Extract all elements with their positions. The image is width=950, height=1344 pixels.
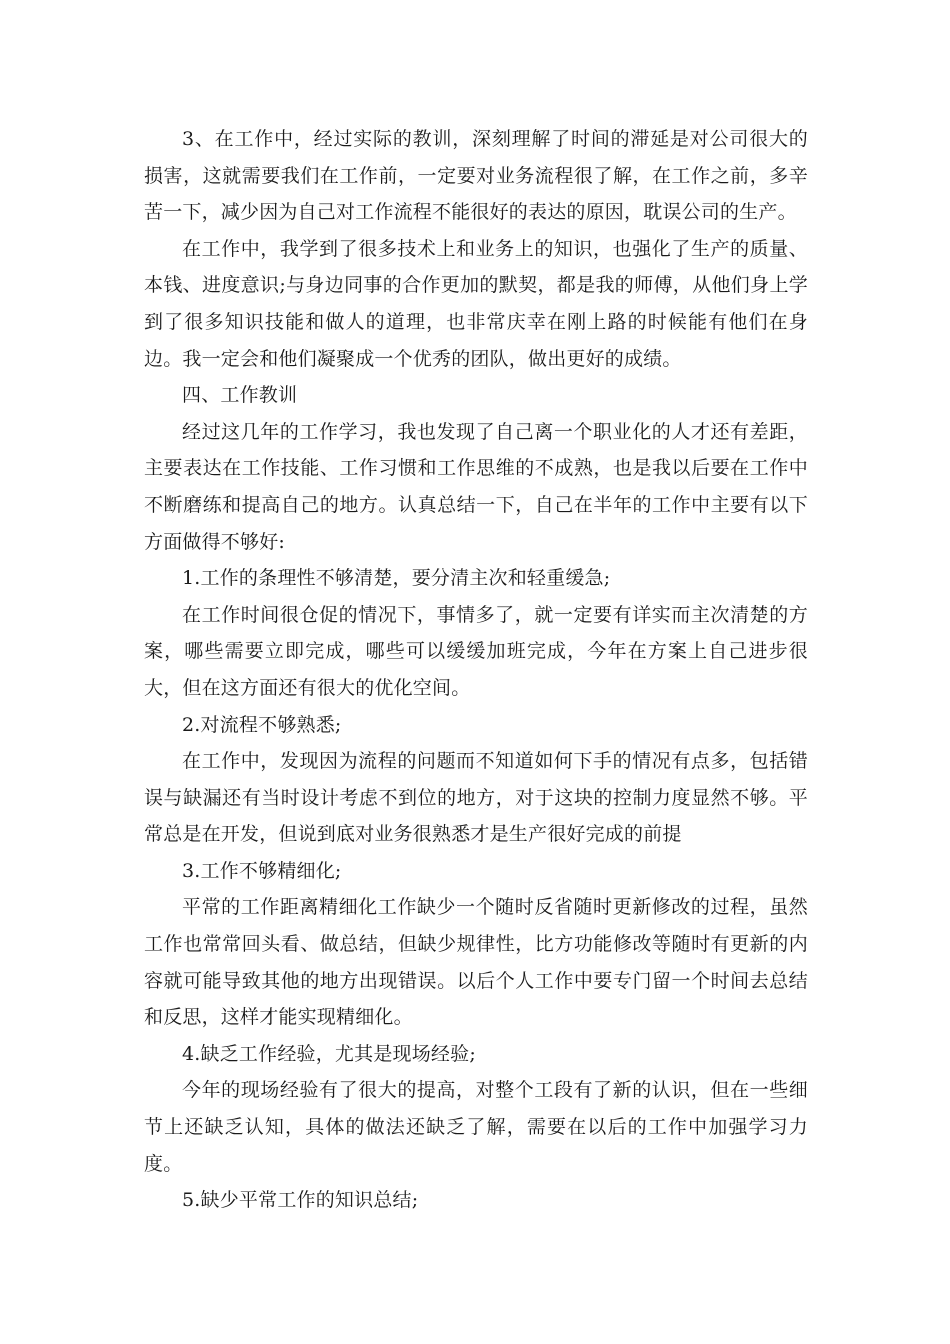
paragraph-work-study-summary: 经过这几年的工作学习，我也发现了自己离一个职业化的人才还有差距，主要表达在工作技能、工作习惯和工作思维的不成熟，也是我以后要在工作中不断磨练和提高自己的地方。认真总结一下，自己在半年的工作中主要有以下方面做得不够好:: [144, 420, 808, 553]
document-body: [144, 121, 808, 1219]
section-heading-work-lessons: 四、工作教训: [182, 384, 298, 407]
list-item-4-body: 今年的现场经验有了很大的提高，对整个工段有了新的认识，但在一些细节上还缺乏认知，具体的做法还缺乏了解，需要在以后的工作中加强学习力度。: [144, 1079, 808, 1175]
paragraph-learned-knowledge: 在工作中，我学到了很多技术上和业务上的知识，也强化了生产的质量、本钱、进度意识;与身边同事的合作更加的默契，都是我的师傅，从他们身上学到了很多知识技能和做人的道理，也非常庆幸在刚上路的时候能有他们在身边。我一定会和他们凝聚成一个优秀的团队，做出更好的成绩。: [144, 237, 808, 370]
list-item-3-heading: 3.工作不够精细化;: [182, 859, 342, 882]
list-item-1-heading: 1.工作的条理性不够清楚，要分清主次和轻重缓急;: [182, 567, 611, 590]
list-item-5-heading: 5.缺少平常工作的知识总结;: [182, 1189, 419, 1212]
paragraph-item-3-lesson: 3、在工作中，经过实际的教训，深刻理解了时间的滞延是对公司很大的损害，这就需要我们在工作前，一定要对业务流程很了解，在工作之前，多辛苦一下，减少因为自己对工作流程不能很好的表达的原因，耽误公司的生产。: [144, 128, 808, 224]
list-item-2-heading: 2.对流程不够熟悉;: [182, 713, 342, 736]
list-item-3-body: 平常的工作距离精细化工作缺少一个随时反省随时更新修改的过程，虽然工作也常常回头看、做总结，但缺少规律性，比方功能修改等随时有更新的内容就可能导致其他的地方出现错误。以后个人工作中要专门留一个时间去总结和反思，这样才能实现精细化。: [144, 896, 808, 1029]
list-item-2-body: 在工作中，发现因为流程的问题而不知道如何下手的情况有点多，包括错误与缺漏还有当时设计考虑不到位的地方，对于这块的控制力度显然不够。平常总是在开发，但说到底对业务很熟悉才是生产很好完成的前提: [144, 750, 808, 846]
list-item-1-body: 在工作时间很仓促的情况下，事情多了，就一定要有详实而主次清楚的方案，哪些需要立即完成，哪些可以缓缓加班完成，今年在方案上自己进步很大，但在这方面还有很大的优化空间。: [144, 603, 808, 699]
list-item-4-heading: 4.缺乏工作经验，尤其是现场经验;: [182, 1042, 476, 1065]
